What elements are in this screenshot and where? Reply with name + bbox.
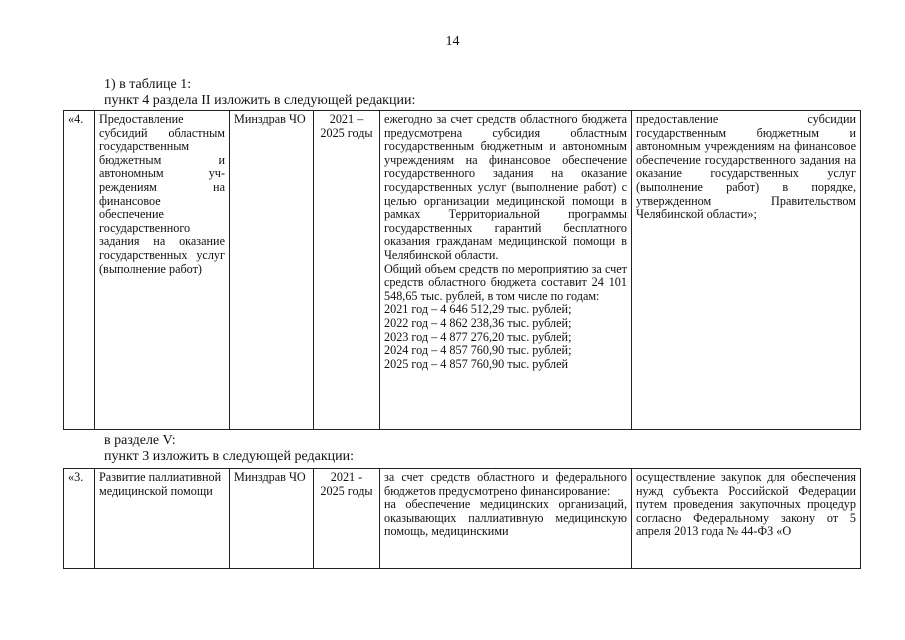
table-section5-item3	[63, 468, 861, 569]
cell-executor: Минздрав ЧО	[230, 111, 314, 430]
funding-description: ежегодно за счет средств областного бюджета предусмотрена субсидия областным государственным бюджетным и автономным учреждениям на финансовое обеспечение государственного задания на оказание государственных услуг (выполнение работ) с целью организации медицинской помощи в рамках Территориальной программы государственных гарантий бесплатного оказания гражданам медицинской помощи в Челябинской области.	[384, 112, 627, 262]
cell-funding	[380, 111, 632, 430]
cell-item-number: «4.	[64, 111, 95, 430]
funding-total: Общий объем средств по мероприятию за счет средств областного бюджета составит 24 101 548,65 тыс. рублей, в том числе по годам:	[384, 261, 627, 303]
cell-activity-name: Развитие паллиативной медицинской помощи	[95, 469, 230, 569]
funding-purpose: на обеспечение медицинских организаций, оказывающих паллиативную медицинскую помощь, медицинскими	[384, 497, 627, 539]
section1-heading1: 1) в таблице 1:	[104, 77, 192, 92]
section2-heading2: пункт 3 изложить в следующей редакции:	[104, 449, 354, 464]
funding-year-2024: 2024 год – 4 857 760,90 тыс. рублей;	[384, 343, 572, 358]
funding-year-2022: 2022 год – 4 862 238,36 тыс. рублей;	[384, 315, 572, 330]
page-number: 14	[445, 34, 460, 49]
cell-term: 2021 – 2025 годы	[314, 111, 380, 430]
funding-year-2025: 2025 год – 4 857 760,90 тыс. рублей	[384, 356, 569, 371]
cell-funding	[380, 469, 632, 569]
section1-heading2: пункт 4 раздела II изложить в следующей редакции:	[104, 93, 416, 108]
cell-expected-result: осуществление закупок для обеспечения нужд субъекта Российской Федерации путем проведения закупочных процедур согласно Федеральному закону от 5 апреля 2013 года № 44-ФЗ «О	[632, 469, 861, 569]
cell-term: 2021 - 2025 годы	[314, 469, 380, 569]
table-row	[64, 111, 861, 430]
cell-expected-result: предоставление субсидии государственным бюджетным и автономным учреждениям на финансовое обеспечение государственного задания на оказание государственных услуг (выполнение работ) в порядке, утвержденном Правительством Челябинской области»;	[632, 111, 861, 430]
table-row	[64, 469, 861, 569]
funding-description: за счет средств областного и федерального бюджетов предусмотрено финансирование:	[384, 470, 627, 498]
cell-activity-name: Предоставление субсидий областным государственным бюджетным и автономным учреждениям на финансовое обеспечение государственного задания на оказание государственных услуг (выполнение работ)	[95, 111, 230, 430]
cell-item-number: «3.	[64, 469, 95, 569]
section2-heading1: в разделе V:	[104, 433, 176, 448]
cell-executor: Минздрав ЧО	[230, 469, 314, 569]
funding-year-2023: 2023 год – 4 877 276,20 тыс. рублей;	[384, 329, 572, 344]
table-section2-item4	[63, 110, 861, 430]
funding-year-2021: 2021 год – 4 646 512,29 тыс. рублей;	[384, 302, 572, 317]
